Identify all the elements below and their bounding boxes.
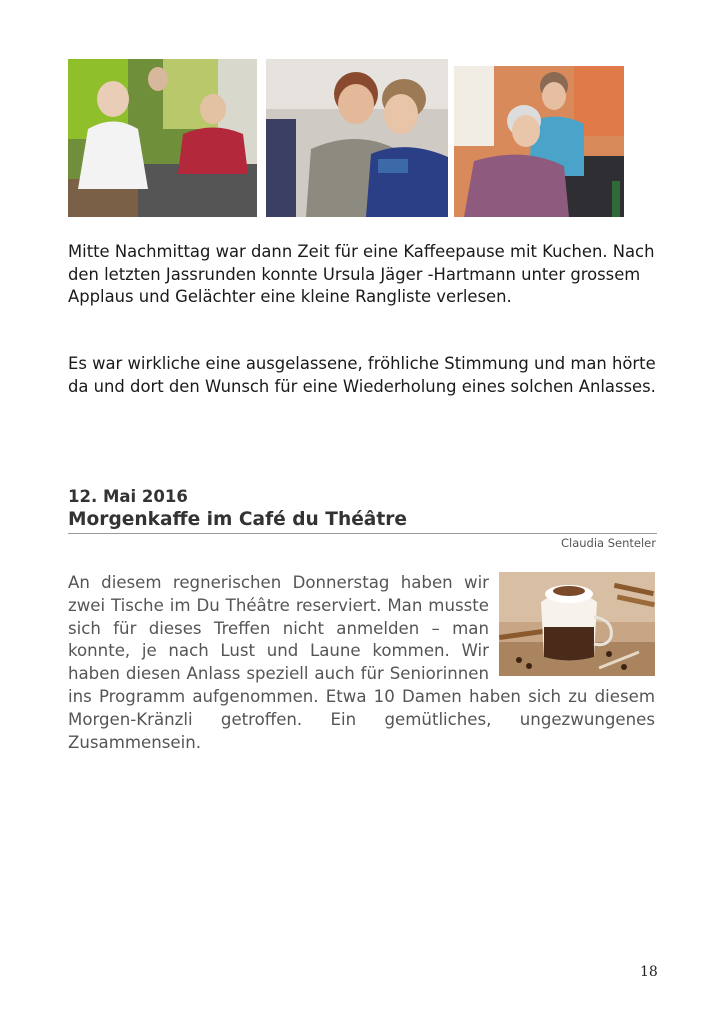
photo-women-playing-cards [68, 59, 257, 217]
photo-women-at-card-table [454, 66, 624, 217]
article-text: An diesem regnerischen Donnerstag haben wir zwei Tische im Du Théâtre reserviert. Man musste sich für dieses Treffen nicht anmelden – man konnte, je nach Lust und Laune kommen. Wir haben diesen Anlass speziell auch für Seniorinnen ins Programm aufgenommen. Etwa 10 Damen haben sich zu diesem Morgen-Kränzli getroffen. Ein gemütliches, ungezwungenes Zusammensein. [68, 573, 655, 752]
paragraph-coffee-break: Mitte Nachmittag war dann Zeit für eine Kaffeepause mit Kuchen. Nach den letzten Jassrunden konnte Ursula Jäger -Hartmann unter grossem Applaus und Gelächter eine kleine Rangliste verlesen. [68, 242, 655, 307]
author-name: Claudia Senteler [560, 536, 656, 550]
photo-cappuccino-glass [499, 572, 655, 676]
event-date: 12. Mai 2016 [68, 487, 188, 506]
article-body [68, 572, 655, 754]
paragraph-atmosphere: Es war wirkliche eine ausgelassene, fröhliche Stimmung und man hörte da und dort den Wunsch für eine Wiederholung eines solchen Anlasses. [68, 354, 656, 396]
page-number: 18 [640, 964, 658, 980]
title-divider [68, 533, 657, 534]
event-title: Morgenkaffe im Café du Théâtre [68, 509, 408, 530]
photo-women-laughing [266, 59, 448, 217]
